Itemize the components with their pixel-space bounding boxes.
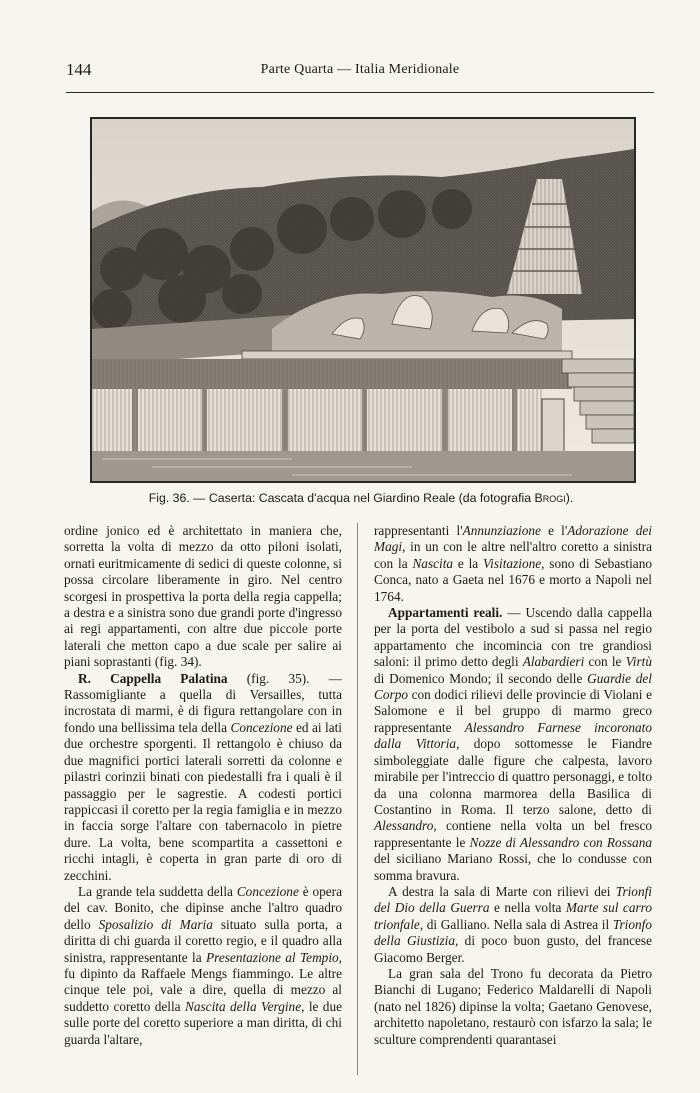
figure-caption [90,491,632,505]
paragraph: La grande tela suddetta della Concezione è opera del cav. Bonito, che dipinse anche l'altro quadro dello Sposalizio di Maria situato sulla porta, a diritta di chi guarda il coretto regio, e il quadro alla sinistra, rappresentante la Presentazione al Tempio, fu dipinto da Raffaele Mengs fiammingo. Le altre cinque tele poi, vale a dire, quella di mezzo al suddetto coretto della Nascita della Vergine, le due sulle porte del coretto superiore a man diritta, di chi guarda l'altare, [64,883,342,1047]
page-number: 144 [66,60,92,79]
section-heading-cappella: R. Cappella Palatina [78,670,228,686]
paragraph: R. Cappella Palatina (fig. 35). — Rassomigliante a quella di Versailles, tutta incrostata di marmi, è di figura rettangolare con in fondo una bellissima tela della Concezione ed ai lati due orchestre sporgenti. Il rettangolo è chiuso da due magnifici portici laterali sorretti da colonne e pilastri corinzii binati con piedestalli fra i quali è il passaggio per le sagrestie. A codesti portici rappiccasi il coretto per la regia famiglia e in mezzo in faccia sorge l'altare con tabernacolo in pietre dure. La volta, bene scompartita a cassettoni e ricchi intagli, è coperta in gran parte di oro di zecchini. [64,670,342,883]
running-title: Parte Quarta — Italia Meridionale [260,62,460,77]
section-heading-appartamenti: Appartamenti reali. [388,605,503,621]
page-header [66,56,654,93]
caption-photographer: Brogi [534,491,566,505]
paragraph: La gran sala del Trono fu decorata da Pietro Bianchi di Lugano; Federico Maldarelli di Napoli (nato nel 1826) dipinse la volta; Gaetano Genovese, architetto napoletano, restaurò con isfarzo la sala; le sculture comprendenti quarantasei [374,965,652,1047]
paragraph: rappresentanti l'Annunziazione e l'Adorazione dei Magi, in un con le altre nell'altro coretto a sinistra con la Nascita e la Visitazione, sono di Sebastiano Conca, nato a Gaeta nel 1676 e morto a Napoli nel 1764. [374,523,652,604]
paragraph: A destra la sala di Marte con rilievi dei Trionfi del Dio della Guerra e nella volta Marte sul carro trionfale, di Galliano. Nella sala di Astrea il Trionfo della Giustizia, di poco buon gusto, del francese Giacomo Berger. [374,883,652,965]
paragraph: Appartamenti reali. — Uscendo dalla cappella per la porta del vestibolo a sud si passa nel regio appartamento che incomincia con tre grandiosi saloni: il primo detto degli Alabardieri con le Virtù di Domenico Mondo; il secondo delle Guardie del Corpo con dodici rilievi delle provincie di Violani e Salomone e il bel gruppo di marmo greco rappresentante Alessandro Farnese incoronato dalla Vittoria, dopo sottomesse le Fiandre simboleggiate dalle figure che calpesta, lavoro mirabile per l'intreccio di quattro personaggi, e tolto da una colonna marmorea della Basilica di Costantino in Roma. Il terzo salone, detto di Alessandro, contiene nella volta un bel fresco rappresentante le Nozze di Alessandro con Rossana del siciliano Mariano Rossi, che lo condusse con somma bravura. [374,605,652,883]
waterfall-illustration [92,119,634,481]
right-column [374,523,652,1048]
caption-end: ). [565,491,574,505]
paragraph: ordine jonico ed è architettato in maniera che, sorretta la volta di mezzo da otto piloni isolati, ornati euritmicamente di sedici di queste colonne, si possa circolare liberamente in giro. Nel centro scorgesi in prospettiva la porta della regia cappella; a destra e a sinistra sono due grandi porte d'ingresso ai regi appartamenti, con altre due piccole porte laterali che metton capo a due scale per salire ai piani soprastanti (fig. 34). [64,523,342,670]
column-divider [357,523,358,1075]
left-column [64,523,342,1048]
caption-text: Fig. 36. — Caserta: Cascata d'acqua nel Giardino Reale (da fotografia [148,491,535,505]
figure-engraving-cascade [90,117,636,483]
